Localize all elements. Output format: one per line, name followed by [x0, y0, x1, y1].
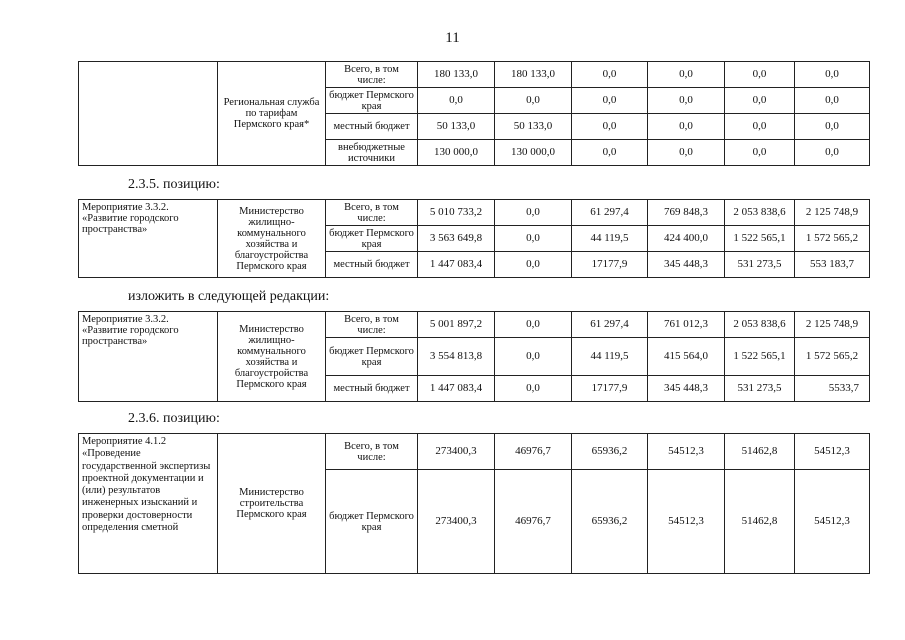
event-cell: Мероприятие 3.3.2. «Развитие городского пространства» [79, 200, 218, 278]
value-cell: 0,0 [572, 140, 648, 166]
value-cell: 5 010 733,2 [418, 200, 495, 226]
value-cell: 531 273,5 [725, 376, 795, 402]
source-cell: бюджет Пермского края [326, 226, 418, 252]
value-cell: 51462,8 [725, 434, 795, 470]
value-cell: 5 001 897,2 [418, 312, 495, 338]
value-cell: 0,0 [495, 338, 572, 376]
value-cell: 0,0 [795, 140, 870, 166]
value-cell: 769 848,3 [648, 200, 725, 226]
table-row [79, 200, 870, 226]
budget-table-expertise [78, 433, 870, 574]
value-cell: 2 053 838,6 [725, 200, 795, 226]
value-cell: 0,0 [495, 226, 572, 252]
budget-table-tariff-service [78, 61, 870, 166]
value-cell: 3 554 813,8 [418, 338, 495, 376]
value-cell: 5533,7 [795, 376, 870, 402]
value-cell: 0,0 [648, 88, 725, 114]
value-cell: 54512,3 [648, 470, 725, 574]
source-cell: бюджет Пермского края [326, 470, 418, 574]
value-cell: 65936,2 [572, 470, 648, 574]
value-cell: 1 572 565,2 [795, 338, 870, 376]
value-cell: 553 183,7 [795, 252, 870, 278]
value-cell: 44 119,5 [572, 226, 648, 252]
value-cell: 0,0 [725, 88, 795, 114]
value-cell: 1 572 565,2 [795, 226, 870, 252]
value-cell: 1 447 083,4 [418, 376, 495, 402]
source-cell: Всего, в том числе: [326, 434, 418, 470]
value-cell: 61 297,4 [572, 200, 648, 226]
source-cell: бюджет Пермского края [326, 338, 418, 376]
value-cell: 51462,8 [725, 470, 795, 574]
value-cell: 0,0 [495, 88, 572, 114]
value-cell: 531 273,5 [725, 252, 795, 278]
value-cell: 46976,7 [495, 434, 572, 470]
event-cell [79, 62, 218, 166]
value-cell: 415 564,0 [648, 338, 725, 376]
value-cell: 0,0 [648, 140, 725, 166]
value-cell: 54512,3 [648, 434, 725, 470]
value-cell: 2 125 748,9 [795, 200, 870, 226]
value-cell: 54512,3 [795, 434, 870, 470]
value-cell: 1 522 565,1 [725, 338, 795, 376]
value-cell: 0,0 [495, 376, 572, 402]
value-cell: 50 133,0 [418, 114, 495, 140]
table-row [79, 434, 870, 470]
event-cell: Мероприятие 4.1.2 «Проведение государственной экспертизы проектной документации и (или) результатов инженерных изысканий и проверки достоверности определения сметной [79, 434, 218, 574]
value-cell: 273400,3 [418, 434, 495, 470]
org-cell: Министерство строительства Пермского края [218, 434, 326, 574]
org-cell: Министерство жилищно-коммунального хозяйства и благоустройства Пермского края [218, 312, 326, 402]
source-cell: местный бюджет [326, 376, 418, 402]
value-cell: 424 400,0 [648, 226, 725, 252]
value-cell: 17177,9 [572, 376, 648, 402]
value-cell: 65936,2 [572, 434, 648, 470]
source-cell: Всего, в том числе: [326, 312, 418, 338]
value-cell: 0,0 [418, 88, 495, 114]
value-cell: 0,0 [725, 62, 795, 88]
table-row [79, 312, 870, 338]
value-cell: 130 000,0 [418, 140, 495, 166]
table-row [79, 62, 870, 88]
value-cell: 761 012,3 [648, 312, 725, 338]
value-cell: 2 053 838,6 [725, 312, 795, 338]
value-cell: 46976,7 [495, 470, 572, 574]
value-cell: 0,0 [495, 200, 572, 226]
value-cell: 44 119,5 [572, 338, 648, 376]
budget-table-new-position [78, 311, 870, 402]
value-cell: 50 133,0 [495, 114, 572, 140]
page-number: 11 [445, 30, 460, 46]
value-cell: 0,0 [795, 88, 870, 114]
value-cell: 0,0 [572, 114, 648, 140]
value-cell: 3 563 649,8 [418, 226, 495, 252]
source-cell: Всего, в том числе: [326, 62, 418, 88]
value-cell: 0,0 [795, 62, 870, 88]
value-cell: 0,0 [795, 114, 870, 140]
value-cell: 345 448,3 [648, 252, 725, 278]
value-cell: 0,0 [572, 62, 648, 88]
value-cell: 17177,9 [572, 252, 648, 278]
section-heading-2-3-6: 2.3.6. позицию: [128, 411, 220, 426]
value-cell: 2 125 748,9 [795, 312, 870, 338]
value-cell: 1 447 083,4 [418, 252, 495, 278]
source-cell: Всего, в том числе: [326, 200, 418, 226]
value-cell: 0,0 [495, 252, 572, 278]
source-cell: местный бюджет [326, 114, 418, 140]
section-heading-2-3-5: 2.3.5. позицию: [128, 177, 220, 192]
event-cell: Мероприятие 3.3.2. «Развитие городского пространства» [79, 312, 218, 402]
value-cell: 273400,3 [418, 470, 495, 574]
value-cell: 1 522 565,1 [725, 226, 795, 252]
value-cell: 180 133,0 [418, 62, 495, 88]
value-cell: 345 448,3 [648, 376, 725, 402]
value-cell: 61 297,4 [572, 312, 648, 338]
value-cell: 0,0 [495, 312, 572, 338]
value-cell: 0,0 [648, 62, 725, 88]
value-cell: 0,0 [725, 140, 795, 166]
value-cell: 130 000,0 [495, 140, 572, 166]
source-cell: внебюджетные источники [326, 140, 418, 166]
section-heading-new-edition: изложить в следующей редакции: [128, 289, 330, 304]
value-cell: 0,0 [648, 114, 725, 140]
budget-table-old-position [78, 199, 870, 278]
value-cell: 54512,3 [795, 470, 870, 574]
value-cell: 180 133,0 [495, 62, 572, 88]
value-cell: 0,0 [572, 88, 648, 114]
value-cell: 0,0 [725, 114, 795, 140]
org-cell: Министерство жилищно-коммунального хозяйства и благоустройства Пермского края [218, 200, 326, 278]
org-cell: Региональная служба по тарифам Пермского края* [218, 62, 326, 166]
source-cell: бюджет Пермского края [326, 88, 418, 114]
source-cell: местный бюджет [326, 252, 418, 278]
